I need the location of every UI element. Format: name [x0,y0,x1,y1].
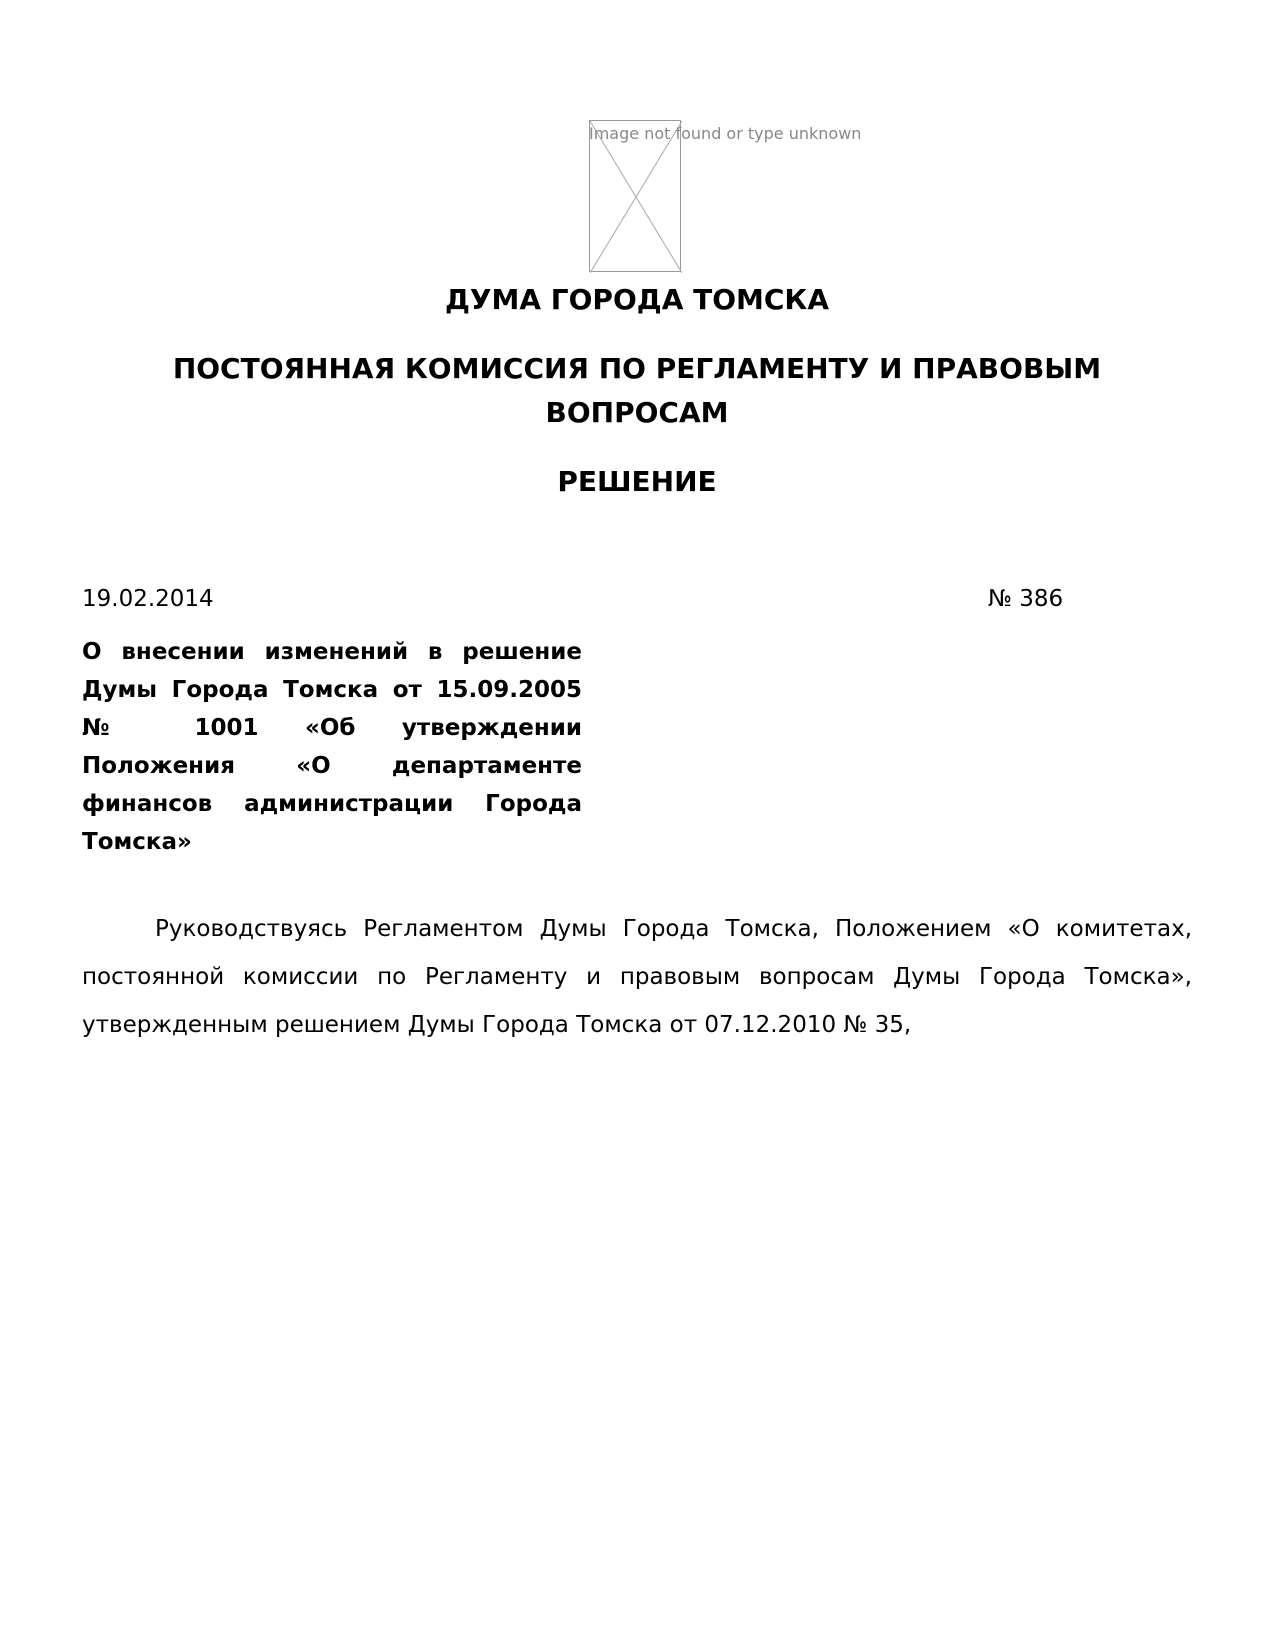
document-type-title: РЕШЕНИЕ [557,465,717,498]
organization-title: ДУМА ГОРОДА ТОМСКА [444,283,829,316]
commission-title: ПОСТОЯННАЯ КОМИССИЯ ПО РЕГЛАМЕНТУ И ПРАВОВЫМ ВОПРОСАМ [172,352,1102,429]
decision-date: 19.02.2014 [82,586,214,612]
body-paragraph: Руководствуясь Регламентом Думы Города Томска, Положением «О комитетах, постоянной комиссии по Регламенту и правовым вопросам Думы Города Томска», утвержденным решением Думы Города Томска от 07.12.2010 № 35, [82,916,1192,1038]
broken-image-icon [590,121,682,273]
decision-subject: О внесении изменений в решение Думы Города Томска от 15.09.2005 № 1001 «Об утверждении Положения «О департаменте финансов администрации Города Томска» [82,639,582,855]
decision-number: № 386 [988,586,1064,612]
emblem-alt-text: Image not found or type unknown [589,124,862,143]
